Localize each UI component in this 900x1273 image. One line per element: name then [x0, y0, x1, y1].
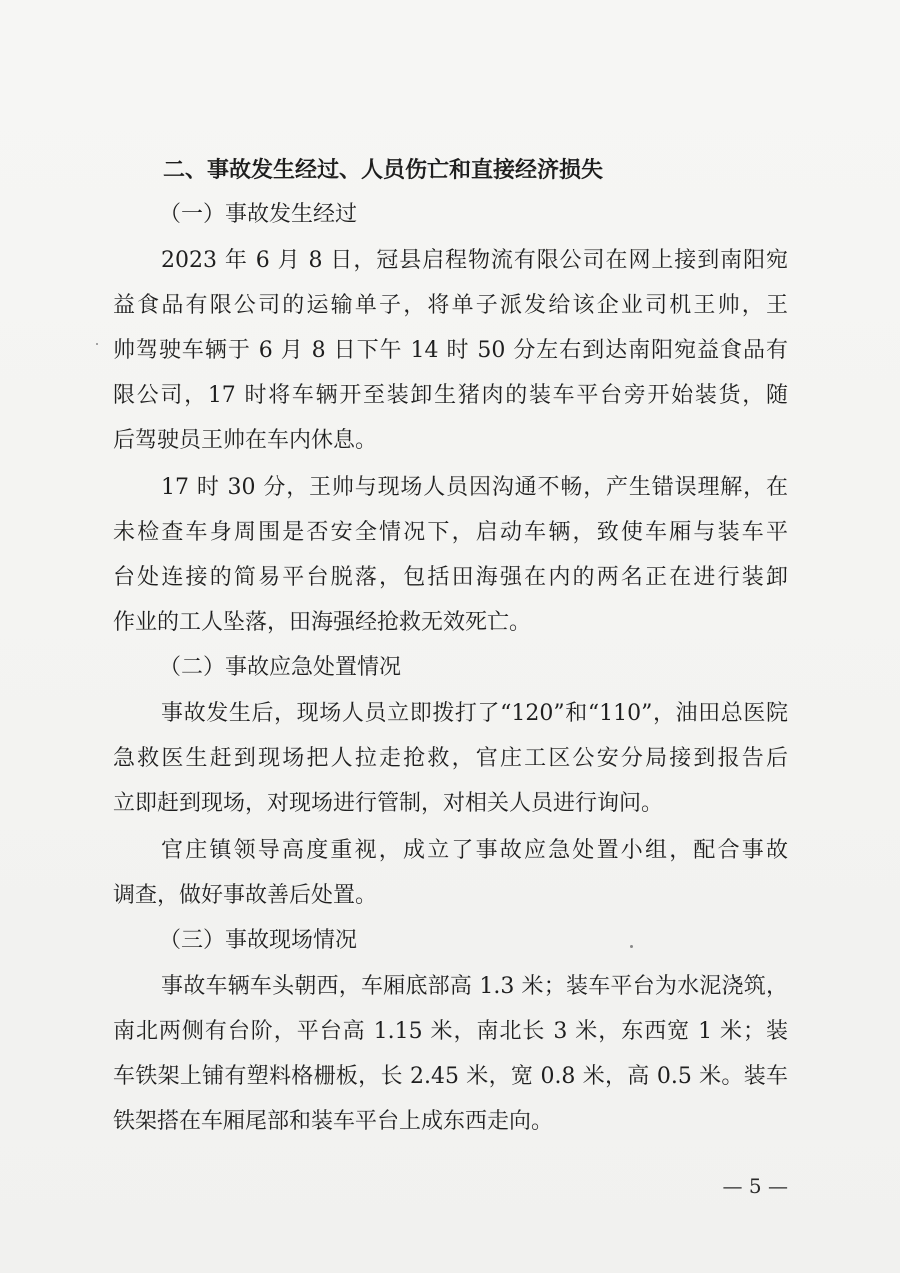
paragraph-line: 南北两侧有台阶，平台高 1.15 米，南北长 3 米，东西宽 1 米；装	[113, 1019, 788, 1044]
scan-speck	[96, 343, 98, 345]
paragraph-line: 调查，做好事故善后处置。	[113, 883, 378, 908]
paragraph-line: 台处连接的简易平台脱落，包括田海强在内的两名正在进行装卸	[113, 565, 788, 590]
paragraph-line: 官庄镇领导高度重视，成立了事故应急处置小组，配合事故	[161, 838, 788, 863]
paragraph-4	[113, 828, 788, 918]
page-number: — 5 —	[722, 1174, 788, 1198]
paragraph-5	[113, 964, 788, 1144]
paragraph-line: 未检查车身周围是否安全情况下，启动车辆，致使车厢与装车平	[113, 520, 788, 545]
paragraph-line: 益食品有限公司的运输单子，将单子派发给该企业司机王帅，王	[113, 293, 788, 318]
paragraph-line: 后驾驶员王帅在车内休息。	[113, 428, 378, 453]
paragraph-line: 作业的工人坠落，田海强经抢救无效死亡。	[113, 610, 532, 635]
paragraph-3	[113, 691, 788, 826]
subsection-heading-1: （一）事故发生经过	[159, 202, 358, 227]
subsection-heading-2: （二）事故应急处置情况	[159, 655, 402, 680]
paragraph-line: 立即赶到现场，对现场进行管制，对相关人员进行询问。	[113, 791, 664, 816]
paragraph-line: 帅驾驶车辆于 6 月 8 日下午 14 时 50 分左右到达南阳宛益食品有	[113, 338, 788, 363]
subsection-heading-3: （三）事故现场情况	[159, 928, 358, 953]
paragraph-2	[113, 465, 788, 645]
document-body	[113, 150, 788, 1146]
paragraph-line: 事故车辆车头朝西，车厢底部高 1.3 米；装车平台为水泥浇筑，	[161, 974, 788, 999]
paragraph-line: 17 时 30 分，王帅与现场人员因沟通不畅，产生错误理解，在	[161, 475, 788, 500]
paragraph-1	[113, 238, 788, 463]
section-heading: 二、事故发生经过、人员伤亡和直接经济损失	[163, 158, 604, 183]
paragraph-line: 急救医生赶到现场把人拉走抢救，官庄工区公安分局接到报告后	[113, 746, 788, 771]
paragraph-line: 事故发生后，现场人员立即拨打了“120”和“110”，油田总医院	[161, 701, 788, 726]
paragraph-line: 车铁架上铺有塑料格栅板，长 2.45 米，宽 0.8 米，高 0.5 米。装车	[113, 1064, 788, 1089]
paragraph-line: 限公司，17 时将车辆开至装卸生猪肉的装车平台旁开始装货，随	[113, 383, 788, 408]
paragraph-line: 2023 年 6 月 8 日，冠县启程物流有限公司在网上接到南阳宛	[161, 248, 788, 273]
paragraph-line: 铁架搭在车厢尾部和装车平台上成东西走向。	[113, 1109, 554, 1134]
